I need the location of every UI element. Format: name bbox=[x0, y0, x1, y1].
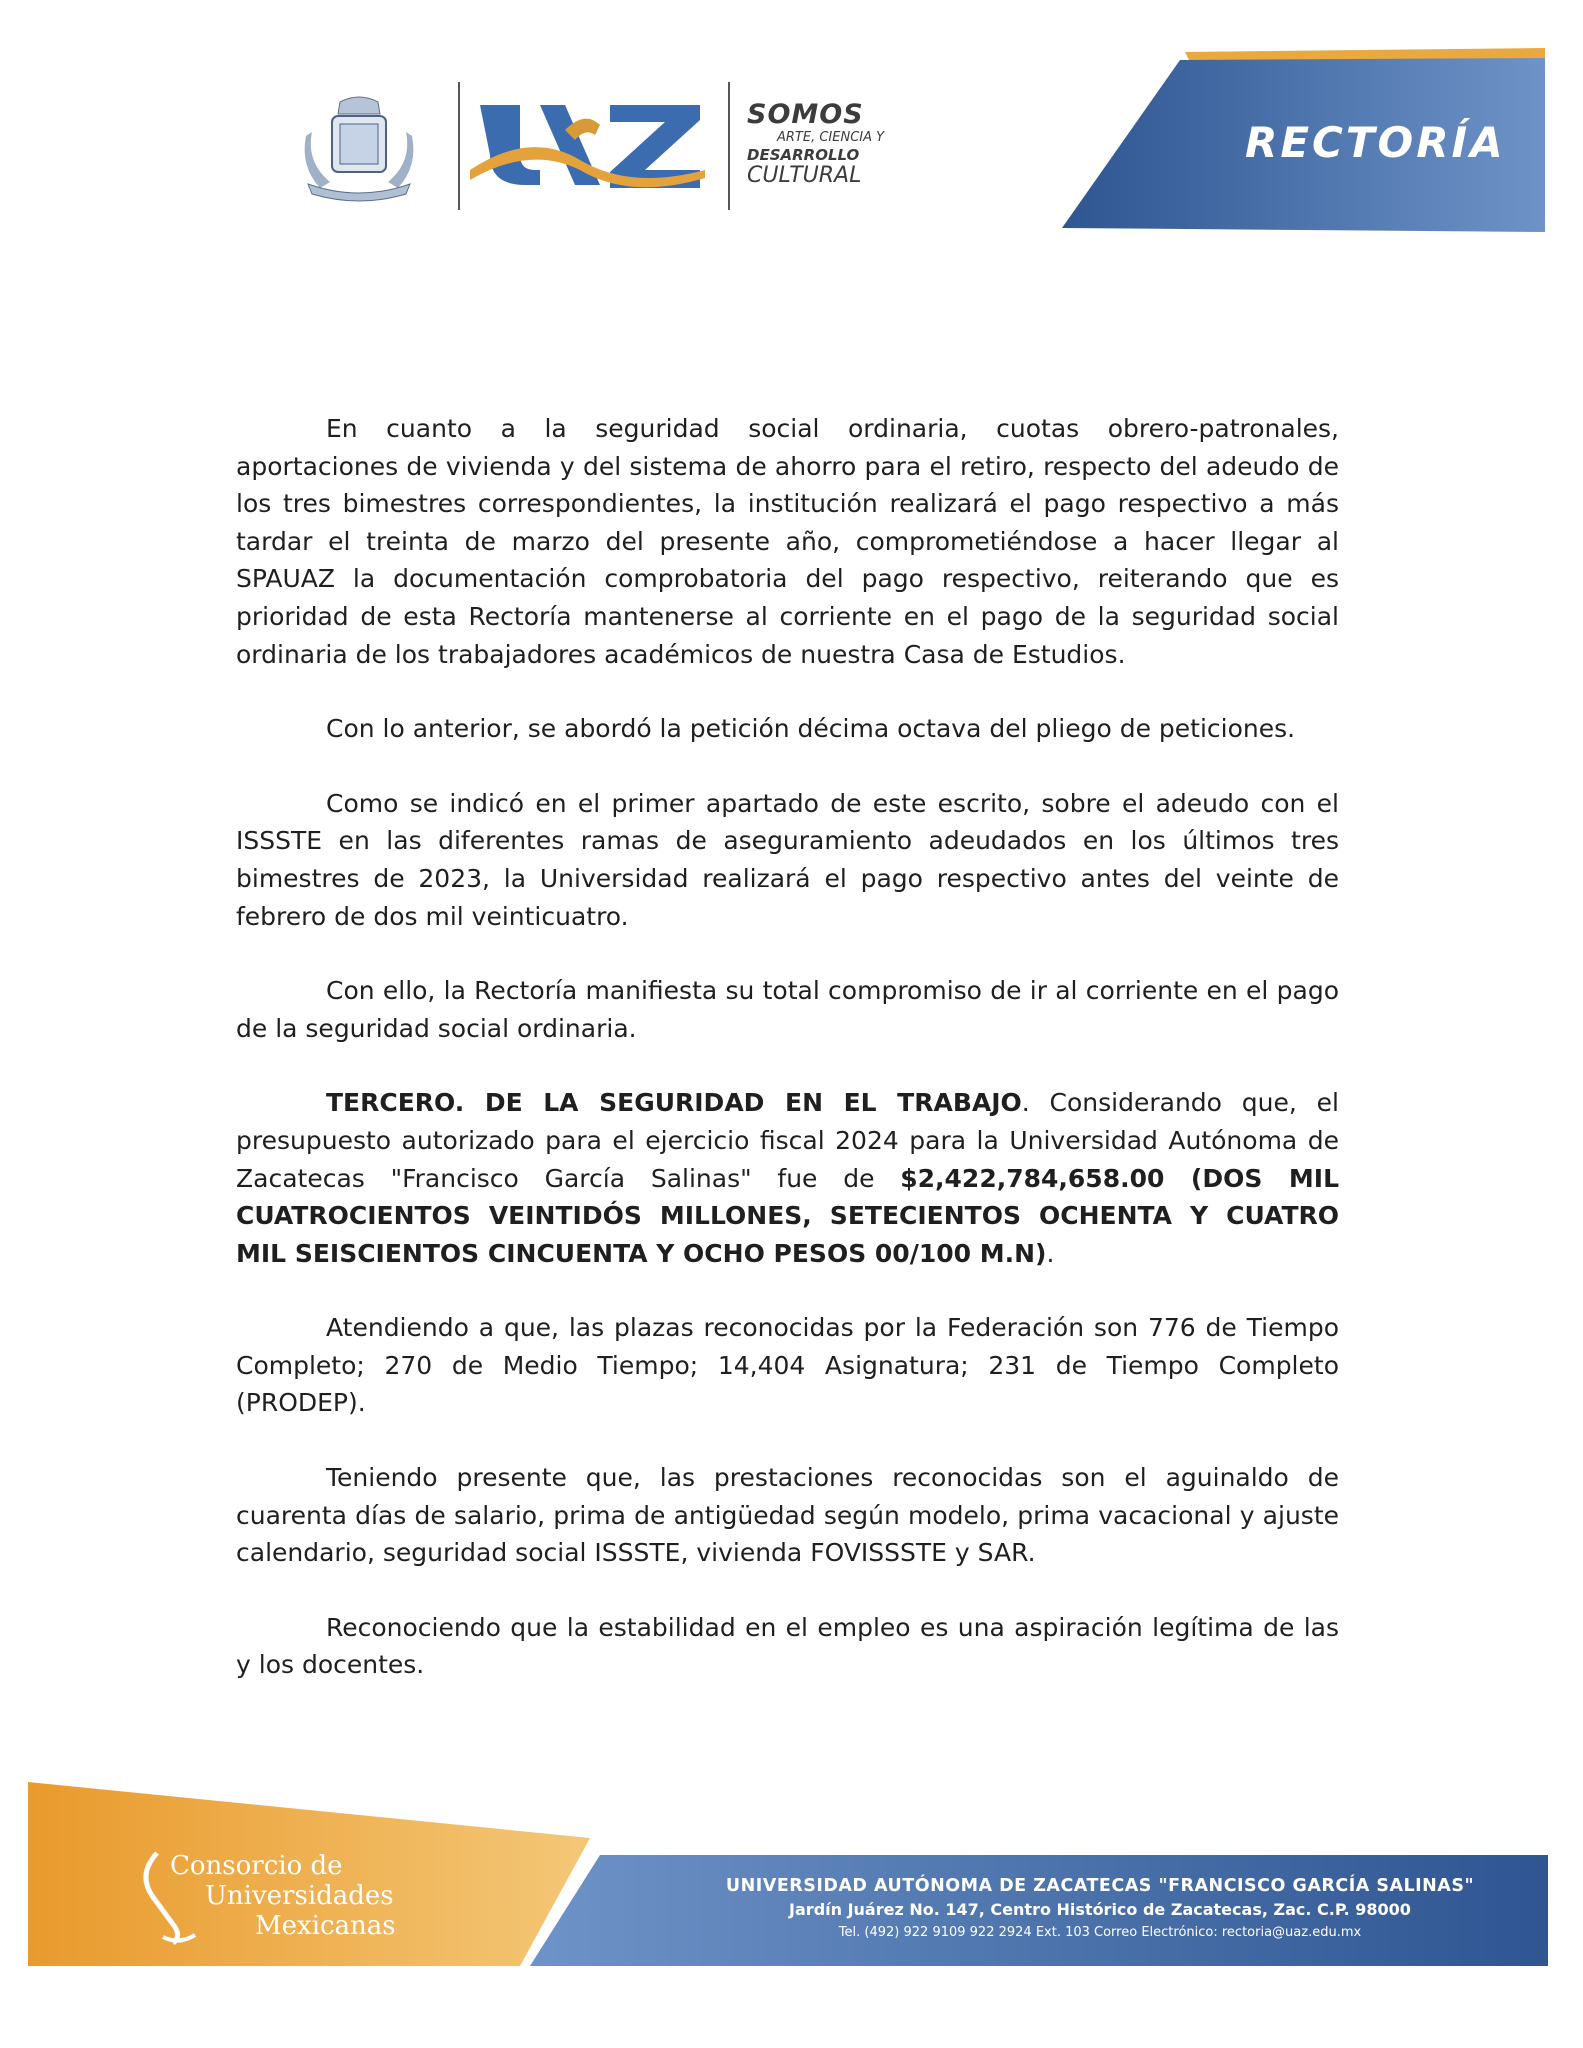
somos-line-2: ARTE, CIENCIA Y bbox=[777, 130, 885, 145]
header-divider-1 bbox=[458, 82, 460, 210]
uaz-logo bbox=[470, 100, 710, 200]
paragraph-5 bbox=[236, 1084, 1339, 1272]
consorcio-line-1: Consorcio de bbox=[170, 1851, 343, 1881]
paragraph-2: Con lo anterior, se abordó la petición décima octava del pliego de peticiones. bbox=[326, 714, 1296, 744]
footer-contact bbox=[700, 1874, 1500, 1944]
consorcio-line-3: Mexicanas bbox=[255, 1911, 396, 1941]
paragraph-5-text-a: . Considerando que, el presupuesto autorizado para el ejercicio fiscal 2024 para la Universidad Autónoma de Zacatecas "Francisco García Salinas" fue de bbox=[236, 1088, 1339, 1193]
paragraph-1: En cuanto a la seguridad social ordinaria, cuotas obrero-patronales, aportaciones de vivienda y del sistema de ahorro para el retiro, respecto del adeudo de los tres bimestres correspondientes, la institución realizará el pago respectivo a más tardar el treinta de marzo del presente año, comprometiéndose a hacer llegar al SPAUAZ la documentación comprobatoria del pago respectivo, reiterando que es prioridad de esta Rectoría mantenerse al corriente en el pago de la seguridad social ordinaria de los trabajadores académicos de nuestra Casa de Estudios. bbox=[236, 414, 1339, 669]
footer-university-name: UNIVERSIDAD AUTÓNOMA DE ZACATECAS "FRANCISCO GARCÍA SALINAS" bbox=[725, 1876, 1475, 1896]
section-heading: TERCERO. DE LA SEGURIDAD EN EL TRABAJO bbox=[326, 1088, 1022, 1118]
paragraph-4: Con ello, la Rectoría manifiesta su total compromiso de ir al corriente en el pago de la seguridad social ordinaria. bbox=[236, 976, 1339, 1043]
rectoria-title: RECTORÍA bbox=[1245, 118, 1506, 167]
footer-phone-email: Tel. (492) 922 9109 922 2924 Ext. 103 Correo Electrónico: rectoria@uaz.edu.mx bbox=[838, 1925, 1362, 1940]
somos-line-3: DESARROLLO bbox=[747, 146, 860, 164]
paragraph-6: Atendiendo a que, las plazas reconocidas por la Federación son 776 de Tiempo Completo; 270 de Medio Tiempo; 14,404 Asignatura; 231 de Tiempo Completo (PRODEP). bbox=[236, 1313, 1339, 1418]
paragraph-3: Como se indicó en el primer apartado de este escrito, sobre el adeudo con el ISSSTE en las diferentes ramas de aseguramiento adeudados en los últimos tres bimestres de 2023, la Universidad realizará el pago respectivo antes del veinte de febrero de dos mil veinticuatro. bbox=[236, 788, 1339, 931]
budget-amount: $2,422,784,658.00 (DOS MIL CUATROCIENTOS VEINTIDÓS MILLONES, SETECIENTOS OCHENTA Y CUATRO MIL SEISCIENTOS CINCUENTA Y OCHO PESOS 00/100 M.N) bbox=[236, 1163, 1340, 1268]
somos-slogan bbox=[747, 100, 884, 188]
somos-line-4: CULTURAL bbox=[747, 163, 862, 188]
footer-address: Jardín Juárez No. 147, Centro Histórico de Zacatecas, Zac. C.P. 98000 bbox=[789, 1900, 1411, 1919]
paragraph-8: Reconociendo que la estabilidad en el empleo es una aspiración legítima de las y los docentes. bbox=[236, 1612, 1339, 1680]
header-divider-2 bbox=[728, 82, 730, 210]
somos-line-1: SOMOS bbox=[747, 99, 864, 130]
paragraph-7: Teniendo presente que, las prestaciones reconocidas son el aguinaldo de cuarenta días de salario, prima de antigüedad según modelo, prima vacacional y ajuste calendario, seguridad social ISSSTE, vivienda FOVISSSTE y SAR. bbox=[236, 1463, 1339, 1568]
consorcio-line-2: Universidades bbox=[205, 1881, 394, 1911]
letter-body bbox=[236, 410, 1339, 1721]
paragraph-5-text-b: . bbox=[1046, 1238, 1055, 1268]
university-seal-icon bbox=[300, 92, 418, 202]
